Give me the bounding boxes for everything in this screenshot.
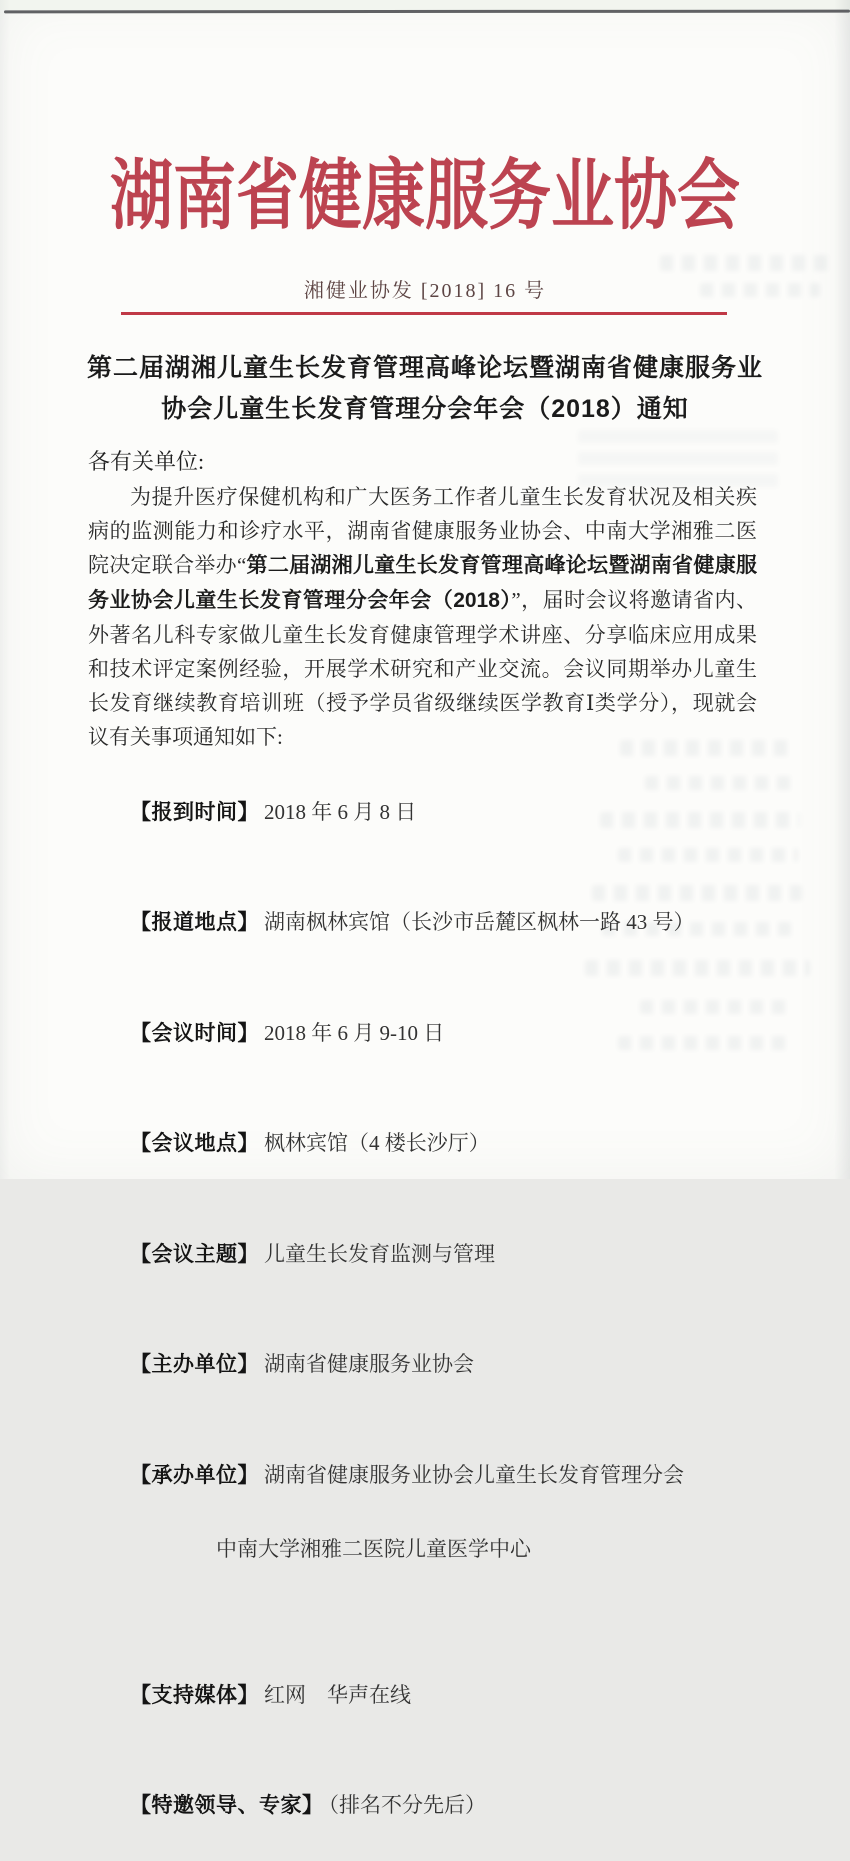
notice-title-line1: 第二届湖湘儿童生长发育管理高峰论坛暨湖南省健康服务业 — [60, 348, 790, 389]
letterhead-red-rule — [121, 312, 727, 315]
intro-paragraph-seg3: ”，届时会议将邀请省内、外著名儿科专家做儿童生长发育健康管理学术讲座、分享临床应用成果和技术评定案例经验，开展学术研究和产业交流。会议同期举办儿童生长发育继续教育培训班（授予学员省级继续医学教育Ⅰ类学分），现就会议有关事项通知如下: — [88, 588, 757, 749]
info-item-label: 【报到时间】 — [130, 801, 259, 824]
intro-paragraph-seg1: 为提升医疗保健机构和广大医务工作者儿童生长发育状况及相关疾病的监测能力和诊疗水平，湖南省健康服务业协会、中南大学湘雅二医院决定联合举办“ — [88, 485, 757, 577]
info-item-value: 湖南省健康服务业协会 — [264, 1352, 474, 1376]
info-item-label: 【会议主题】 — [130, 1243, 259, 1266]
info-item-meeting-place — [88, 1089, 757, 1200]
salutation: 各有关单位: — [88, 444, 757, 480]
info-item-label: 【特邀领导、专家】 — [130, 1794, 324, 1817]
info-item-value: （排名不分先后） — [329, 1793, 487, 1817]
intro-paragraph — [88, 480, 757, 754]
info-item-host-org — [88, 1310, 757, 1421]
info-item-organizer — [88, 1420, 757, 1640]
info-item-label: 【报道地点】 — [130, 911, 259, 934]
info-item-value: 2018 年 6 月 9-10 日 — [264, 1021, 444, 1045]
info-item-value: 红网 华声在线 — [264, 1683, 411, 1707]
info-item-label: 【承办单位】 — [130, 1464, 259, 1487]
notice-title-line2: 协会儿童生长发育管理分会年会（2018）通知 — [60, 389, 790, 430]
info-item-value: 湖南枫林宾馆（长沙市岳麓区枫林一路 43 号） — [264, 910, 695, 934]
intro-paragraph-conference-name: 第二届湖湘儿童生长发育管理高峰论坛暨湖南省健康服务业协会儿童生长发育管理分会年会（2018） — [88, 554, 757, 612]
scan-top-strip — [0, 0, 850, 10]
info-item-invited-experts — [88, 1751, 757, 1861]
document-number: 湘健业协发 [2018] 16 号 — [0, 274, 850, 303]
info-item-value: 2018 年 6 月 8 日 — [264, 800, 416, 824]
letterhead-org-name: 湖南省健康服务业协会 — [0, 134, 850, 245]
info-item-meeting-time — [88, 978, 757, 1089]
info-item-label: 【会议时间】 — [130, 1022, 259, 1045]
bleedthrough-blob — [660, 255, 830, 271]
info-item-checkin-time — [88, 757, 757, 868]
notice-body — [88, 444, 757, 1861]
scan-top-edge-line — [4, 10, 850, 14]
info-item-checkin-place — [88, 868, 757, 979]
info-item-media-support — [88, 1640, 757, 1751]
meeting-info-list — [88, 757, 757, 1861]
info-item-value: 儿童生长发育监测与管理 — [264, 1242, 495, 1266]
info-item-label: 【会议地点】 — [130, 1132, 259, 1155]
info-item-value: 湖南省健康服务业协会儿童生长发育管理分会 — [264, 1463, 684, 1487]
info-item-value-line2: 中南大学湘雅二医院儿童医学中心 — [88, 1531, 757, 1568]
info-item-label: 【主办单位】 — [130, 1353, 259, 1376]
info-item-meeting-theme — [88, 1199, 757, 1310]
notice-title — [60, 348, 790, 430]
info-item-value: 枫林宾馆（4 楼长沙厅） — [264, 1131, 490, 1155]
info-item-label: 【支持媒体】 — [130, 1684, 259, 1707]
